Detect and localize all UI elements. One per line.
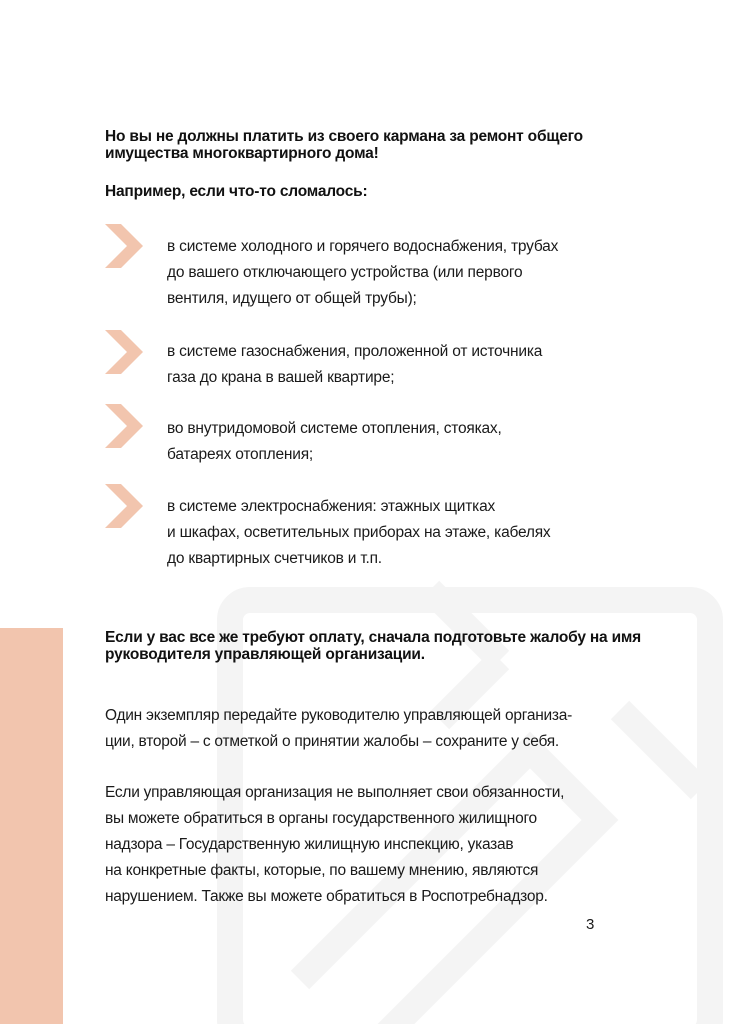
list-item-text: в системе электроснабжения: этажных щитках и шкафах, осветительных приборах на этаже, кабелях до квартирных счетчиков и т.п.	[167, 498, 551, 567]
chevron-right-icon	[105, 330, 145, 374]
heading-example: Например, если что-то сломалось:	[105, 183, 368, 200]
chevron-right-icon	[105, 224, 145, 268]
chevron-right-icon	[105, 484, 145, 528]
page-number: 3	[586, 916, 595, 933]
list-item-text: во внутридомовой системе отопления, стояках, батареях отопления;	[167, 420, 502, 463]
list-item-text: в системе газоснабжения, проложенной от источника газа до крана в вашей квартире;	[167, 343, 543, 386]
list-item-text: в системе холодного и горячего водоснабжения, трубах до вашего отключающего устройства (или первого вентиля, идущего от общей трубы);	[167, 238, 559, 307]
paragraph-copy-instructions: Один экземпляр передайте руководителю управляющей организа- ции, второй – с отметкой о принятии жалобы – сохраните у себя.	[105, 707, 573, 750]
heading-intro: Но вы не должны платить из своего кармана за ремонт общего имущества многоквартирного дома!	[105, 128, 583, 162]
side-accent-band	[0, 628, 63, 1024]
chevron-right-icon	[105, 404, 145, 448]
paragraph-inspection: Если управляющая организация не выполняет свои обязанности, вы можете обратиться в органы государственного жилищного надзора – Государственную жилищную инспекцию, указав на конкретные факты, которые, по вашему мнению, являются нарушением. Также вы можете обратиться в Роспотребнадзор.	[105, 784, 565, 905]
heading-complaint: Если у вас все же требуют оплату, сначала подготовьте жалобу на имя руководителя управляющей организации.	[105, 629, 642, 663]
